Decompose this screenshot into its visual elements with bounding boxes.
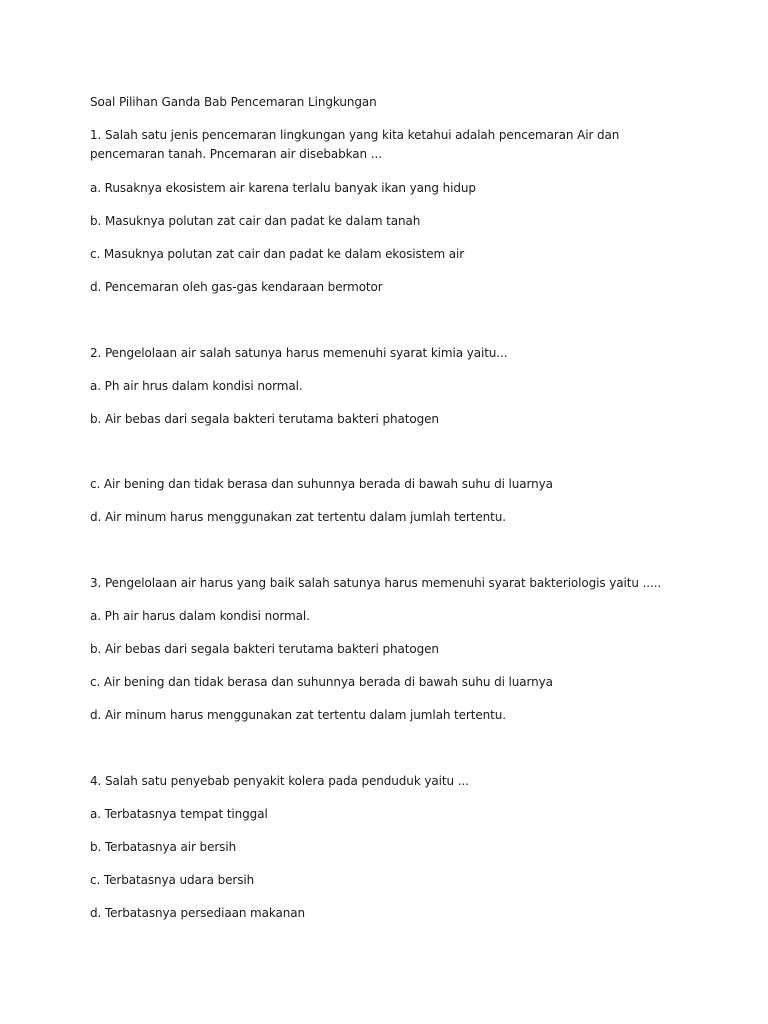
question-3-option-d: d. Air minum harus menggunakan zat tertentu dalam jumlah tertentu.	[90, 708, 506, 722]
question-2-option-a: a. Ph air hrus dalam kondisi normal.	[90, 379, 303, 393]
question-2-stem: 2. Pengelolaan air salah satunya harus memenuhi syarat kimia yaitu...	[90, 346, 508, 360]
question-4-option-d: d. Terbatasnya persediaan makanan	[90, 906, 306, 920]
question-4-option-b: b. Terbatasnya air bersih	[90, 840, 237, 854]
question-3-stem: 3. Pengelolaan air harus yang baik salah satunya harus memenuhi syarat bakteriologis yaitu .....	[90, 576, 662, 590]
question-4-stem: 4. Salah satu penyebab penyakit kolera pada penduduk yaitu ...	[90, 774, 469, 788]
question-2-option-b: b. Air bebas dari segala bakteri terutama bakteri phatogen	[90, 412, 439, 426]
question-1-option-a: a. Rusaknya ekosistem air karena terlalu banyak ikan yang hidup	[90, 181, 476, 195]
question-1-option-b: b. Masuknya polutan zat cair dan padat ke dalam tanah	[90, 214, 421, 228]
document-title: Soal Pilihan Ganda Bab Pencemaran Lingkungan	[90, 95, 377, 109]
question-2-option-c: c. Air bening dan tidak berasa dan suhunnya berada di bawah suhu di luarnya	[90, 477, 553, 491]
question-2-option-d: d. Air minum harus menggunakan zat tertentu dalam jumlah tertentu.	[90, 510, 506, 524]
question-3-option-a: a. Ph air harus dalam kondisi normal.	[90, 609, 310, 623]
question-4-option-a: a. Terbatasnya tempat tinggal	[90, 807, 268, 821]
question-3-option-c: c. Air bening dan tidak berasa dan suhunnya berada di bawah suhu di luarnya	[90, 675, 553, 689]
question-4-option-c: c. Terbatasnya udara bersih	[90, 873, 255, 887]
question-3-option-b: b. Air bebas dari segala bakteri terutama bakteri phatogen	[90, 642, 439, 656]
question-1-stem: 1. Salah satu jenis pencemaran lingkungan yang kita ketahui adalah pencemaran Air dan pencemaran tanah. Pncemaran air disebabkan ...	[90, 128, 620, 161]
question-1-option-c: c. Masuknya polutan zat cair dan padat ke dalam ekosistem air	[90, 247, 465, 261]
question-1-option-d: d. Pencemaran oleh gas-gas kendaraan bermotor	[90, 280, 383, 294]
